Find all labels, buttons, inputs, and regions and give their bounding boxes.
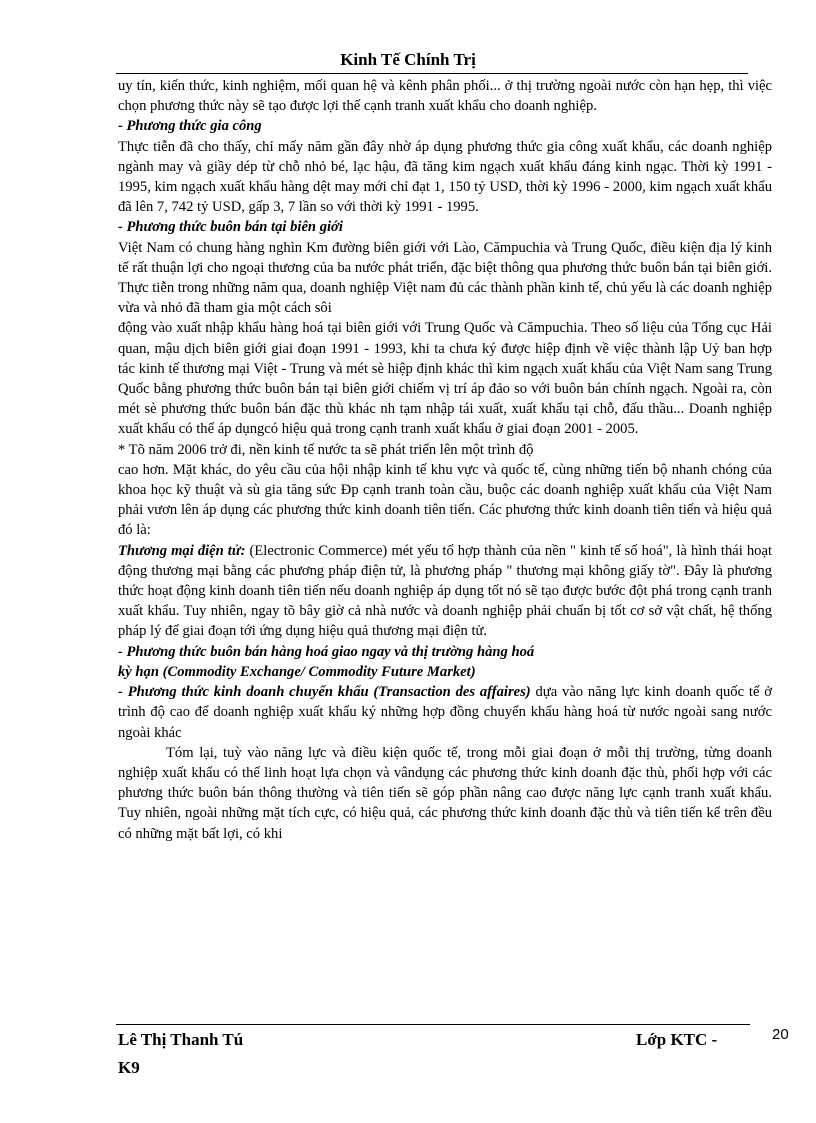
footer-rule [116,1024,750,1025]
paragraph-border-trade-2: động vào xuất nhập khẩu hàng hoá tại biên giới với Trung Quốc và Cămpuchia. Theo số liệu của Tổng cục Hải quan, mậu dịch biên giới giai đoạn 1991 - 1993, khi ta chưa ký được hiệp định về việc thành lập Uỷ ban hợp tác kinh tế thương mại Việt - Trung và mét sè hiệp định khác thì kim ngạch xuất khẩu của Việt Nam sang Trung Quốc bằng phương thức buôn bán tại biên giới chiếm vị trí áp đảo so với buôn bán chính ngạch. Ngoài ra, còn mét sè phương thức buôn bán đặc thù khác nh tạm nhập tái xuất, xuất khẩu tại chỗ, đấu thầu... Doanh nghiệp xuất khẩu có thể áp dụngcó hiệu quả trong cạnh tranh xuất khẩu ở giai đoạn 2001 - 2005. [118,320,772,438]
header-rule [116,73,748,74]
page-header-title: Kinh Tế Chính Trị [340,50,476,69]
paragraph-transit-trade: - Phương thức kinh doanh chuyển khẩu (Transaction des affaires) dựa vào năng lực kinh doanh quốc tế ở trình độ cao để doanh nghiệp xuất khẩu ký những hợp đồng chuyển khẩu hàng hoá từ nước ngoài sang nước ngoài khác [118,684,772,741]
paragraph-summary: Tóm lại, tuỳ vào năng lực và điều kiện quốc tế, trong mỗi giai đoạn ở mỗi thị trường, từng doanh nghiệp xuất khẩu có thể linh hoạt lựa chọn và vândụng các phương thức kinh doanh đặc thù, phối hợp với các phương thức buôn bán thông thường và tiên tiến sẽ góp phần nâng cao được năng lực cạnh tranh xuất khẩu. Tuy nhiên, ngoài những mặt tích cực, có hiệu quả, các phương thức kinh doanh đặc thù và tiên tiến kể trên đều có những mặt bất lợi, có khi [118,744,772,842]
heading-commodity-future: kỳ hạn (Commodity Exchange/ Commodity Future Market) [118,663,476,680]
footer-k9: K9 [118,1058,140,1077]
document-body [118,76,772,844]
heading-border-trade: - Phương thức buôn bán tại biên giới [118,219,343,236]
heading-processing: - Phương thức gia công [118,118,262,135]
heading-commodity-exchange: - Phương thức buôn bán hàng hoá giao ngay và thị trường hàng hoá [118,643,535,660]
paragraph-from-2006: * Tõ năm 2006 trở đi, nền kinh tế nước ta sẽ phát triển lên một trình độ [118,441,534,458]
paragraph-processing: Thực tiễn đã cho thấy, chỉ mấy năm gần đây nhờ áp dụng phương thức gia công xuất khẩu, các doanh nghiệp ngành may và giầy dép từ chỗ nhỏ bé, lạc hậu, đã tăng kim ngạch xuất khẩu đáng kinh ngạc. Thời kỳ 1991 - 1995, kim ngạch xuất khẩu hàng dệt may mới chỉ đạt 1, 150 tỷ USD, thời kỳ 1996 - 2000, kim ngạch xuất khẩu đã lên 7, 742 tỷ USD, gấp 3, 7 lần so với thời kỳ 1991 - 1995. [118,138,772,216]
page-number: 20 [772,1026,789,1043]
heading-transit-trade: - Phương thức kinh doanh chuyển khẩu (Transaction des affaires) [118,684,531,701]
paragraph-border-trade-1: Việt Nam có chung hàng nghìn Km đường biên giới với Lào, Cămpuchia và Trung Quốc, điều kiện địa lý kinh tế rất thuận lợi cho ngoại thương của ba nước phát triển, đặc biệt thông qua phương thức buôn bán tại biên giới. Thực tiễn trong những năm qua, doanh nghiệp Việt nam đủ các thành phần kinh tế, chủ yếu là các doanh nghiệp vừa và nhỏ đã tham gia một cách sôi [118,239,772,317]
footer-class: Lớp KTC - [636,1030,718,1049]
footer-author: Lê Thị Thanh Tú [118,1030,244,1049]
paragraph-e-commerce: Thương mại điện tử: (Electronic Commerce) mét yếu tố hợp thành của nền " kinh tế số hoá", là hình thái hoạt động thương mại bằng các phương pháp điện tử, là phương pháp " thương mại không giấy tờ". Đây là phương thức hoạt động kinh doanh tiên tiến nếu doanh nghiệp áp dụng tốt nó sẽ tạo được bước đột phá trong cạnh tranh xuất khẩu. Tuy nhiên, ngay tõ bây giờ cả nhà nước và doanh nghiệp phải chuẩn bị tốt cơ sở vật chất, hệ thống pháp lý để giai đoạn tới ứng dụng hiệu quả thương mại điện tử. [118,542,772,640]
heading-e-commerce: Thương mại điện tử: [118,542,246,559]
paragraph-advanced-methods: cao hơn. Mặt khác, do yêu cầu của hội nhập kinh tế khu vực và quốc tế, cùng những tiến bộ nhanh chóng của khoa học kỹ thuật và sù gia tăng sức Ðp cạnh tranh toàn cầu, buộc các doanh nghiệp xuất khẩu của Việt Nam phải vươn lên áp dụng các phương thức kinh doanh tiên tiến. Các phương thức kinh doanh tiên tiến và hiệu quả đó là: [118,461,772,539]
paragraph-intro-continuation: uy tín, kiến thức, kinh nghiệm, mối quan hệ và kênh phân phối... ở thị trường ngoài nước còn hạn hẹp, thì việc chọn phương thức này sẽ tạo được lợi thế cạnh tranh xuất khẩu cho doanh nghiệp. [118,78,772,115]
